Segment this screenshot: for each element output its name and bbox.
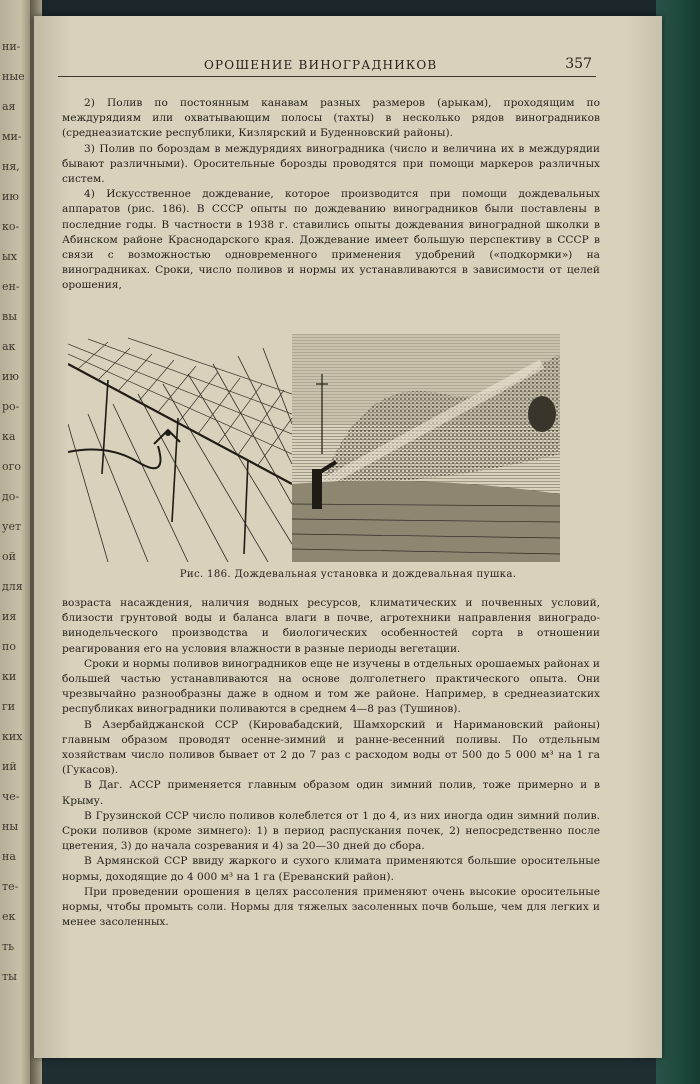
paragraph: 3) Полив по бороздам в междурядиях виноградника (число и величина их в междурядии бывают различными). Оросительные борозды проводятся при помощи маркеров различных систем.: [62, 142, 600, 186]
paragraph: В Грузинской ССР число поливов колеблется от 1 до 4, из них иногда один зимний полив. Сроки поливов (кроме зимнего): 1) в период распускания почек, 2) непосредственно после цветения, 3) до начала созревания и 4) за 20—30 дней до сбора.: [62, 809, 600, 853]
left-page-fragment: те-: [2, 880, 19, 893]
left-page-fragment: ть: [2, 940, 15, 953]
left-page-fragment: ак: [2, 340, 16, 353]
sprinkler-cannon-illustration: [292, 334, 560, 562]
left-page-fragment: ко-: [2, 220, 20, 233]
left-page-fragment: ми-: [2, 130, 22, 143]
paragraph: 2) Полив по постоянным канавам разных размеров (арыкам), проходящим по междурядиям или охватывающим полосы (тахты) в несколько рядов виноградников (среднеазиатские республики, Кизлярский и Буденновский районы).: [62, 97, 600, 140]
left-page-fragment: ий: [2, 760, 17, 773]
paragraph: Сроки и нормы поливов виноградников еще не изучены в отдельных орошаемых районах и большей частью устанавливаются на основе долголетнего практического опыта. Они чрезвычайно разнообразны даже в одном и том же районе. Например, в среднеазиатских республиках виноградники поливаются в среднем 4—8 раз (Тушинов).: [62, 657, 600, 716]
left-page-fragment: ых: [2, 250, 17, 263]
left-page-fragment: по: [2, 640, 16, 653]
paragraph: В Азербайджанской ССР (Кировабадский, Шамхорский и Наримановский районы) главным образом проводят осенне-зимний и ранне-весенний поливы. По отдельным хозяйствам число поливов бывает от 2 до 7 раз с расходом воды от 500 до 5 000 м³ на 1 га (Гукасов).: [62, 718, 600, 777]
paragraph: При проведении орошения в целях рассоления применяют очень высокие оросительные нормы, чтобы промыть соли. Нормы для тяжелых засоленных почв больше, чем для легких и менее засоленных.: [62, 885, 600, 929]
left-page-fragment: до-: [2, 490, 20, 503]
paragraph: возраста насаждения, наличия водных ресурсов, климатических и почвенных условий, близости грунтовой воды и баланса влаги в почве, агротехники направления виноградо-винодельческого производства и биологических особенностей сорта в отношении реагирования его на условия влажности в разные периоды вегетации.: [62, 597, 600, 655]
left-page-fragment: ка: [2, 430, 16, 443]
left-page-fragment: ен-: [2, 280, 20, 293]
left-page-fragment: ию: [2, 370, 19, 383]
left-page-edge: [0, 0, 34, 1084]
book-cover-edge: [656, 0, 700, 1084]
left-page-fragment: ны: [2, 820, 19, 833]
left-page-fragment: ой: [2, 550, 16, 563]
left-page-fragment: ия: [2, 610, 17, 623]
left-page-fragment: ких: [2, 730, 23, 743]
left-page-fragment: ро-: [2, 400, 20, 413]
left-page-fragment: ты: [2, 970, 17, 983]
left-page-fragment: ни-: [2, 40, 21, 53]
running-title: ОРОШЕНИЕ ВИНОГРАДНИКОВ: [204, 58, 438, 72]
book-page: [34, 16, 662, 1058]
left-page-fragment: на: [2, 850, 16, 863]
page-number: 357: [565, 56, 592, 72]
left-page-fragment: ию: [2, 190, 19, 203]
left-page-fragment: ги: [2, 700, 16, 713]
paragraph: 4) Искусственное дождевание, которое производится при помощи дождевальных аппаратов (рис. 186). В СССР опыты по дождеванию виноградников были поставлены в последние годы. В частности в 1938 г. ставились опыты дождевания виноградной школки в Абинском районе Краснодарского края. Дождевание имеет большую перспективу в СССР в связи с возможностью одновременного применения удобрений («подкормки») на виноградниках. Сроки, число поливов и нормы их устанавливаются в зависимости от целей орошения,: [62, 188, 600, 292]
text-block-bottom: [62, 596, 600, 930]
left-page-fragment: ня,: [2, 160, 20, 173]
left-page-fragment: вы: [2, 310, 17, 323]
paragraph: В Даг. АССР применяется главным образом один зимний полив, тоже примерно и в Крыму.: [62, 779, 600, 807]
figure-caption: Рис. 186. Дождевальная установка и дождевальная пушка.: [179, 569, 517, 580]
sprinkler-installation-illustration: [68, 334, 292, 562]
left-page-fragment: для: [2, 580, 23, 593]
left-page-fragment: ая: [2, 100, 16, 113]
text-block-top: [62, 96, 600, 294]
header-rule: [58, 76, 596, 77]
left-page-fragment: ует: [2, 520, 22, 533]
left-page-fragment: ные: [2, 70, 25, 83]
left-page-fragment: ки: [2, 670, 17, 683]
paragraph: В Армянской ССР ввиду жаркого и сухого климата применяются большие оросительные нормы, доходящие до 4 000 м³ на 1 га (Ереванский район).: [62, 855, 600, 883]
left-page-fragment: ого: [2, 460, 22, 473]
running-header: [34, 54, 662, 78]
left-page-fragment: ек: [2, 910, 16, 923]
left-page-fragment: че-: [2, 790, 20, 803]
